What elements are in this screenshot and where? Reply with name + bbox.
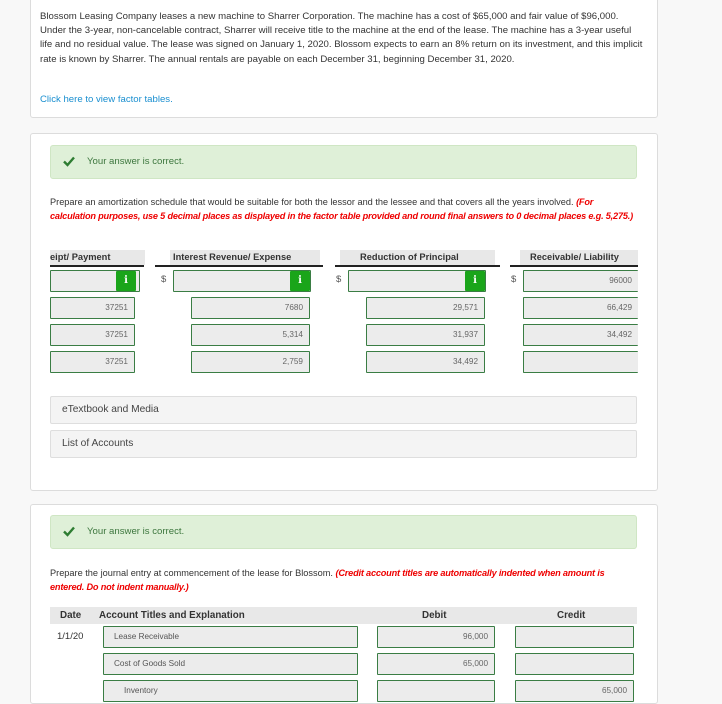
header-underline — [335, 265, 500, 267]
info-icon[interactable]: i — [290, 271, 310, 291]
debit-input-row1[interactable]: 96,000 — [377, 626, 495, 648]
principal-input-row1[interactable]: 29,571 — [366, 297, 485, 319]
principal-input-row3[interactable]: 34,492 — [366, 351, 485, 373]
column-header-account: Account Titles and Explanation — [99, 610, 245, 621]
column-header-payment: eipt/ Payment — [50, 252, 111, 262]
header-underline — [50, 265, 144, 267]
payment-input-row3[interactable]: 37251 — [50, 351, 135, 373]
instruction-text: Prepare the journal entry at commencement of the lease for Blossom. — [50, 568, 333, 578]
checkmark-icon — [63, 525, 75, 537]
factor-tables-link[interactable]: Click here to view factor tables. — [40, 94, 173, 105]
principal-input-row2[interactable]: 31,937 — [366, 324, 485, 346]
amortization-instructions — [50, 195, 640, 223]
credit-input-row2[interactable] — [515, 653, 634, 675]
payment-input-row2[interactable]: 37251 — [50, 324, 135, 346]
account-input-row2[interactable]: Cost of Goods Sold — [103, 653, 358, 675]
debit-input-row2[interactable]: 65,000 — [377, 653, 495, 675]
header-underline — [510, 265, 638, 267]
success-alert-part2 — [50, 515, 637, 549]
etextbook-media-button[interactable]: eTextbook and Media — [50, 396, 637, 424]
column-header-date: Date — [60, 610, 82, 621]
dollar-sign: $ — [161, 274, 167, 285]
problem-statement: Blossom Leasing Company leases a new machine to Sharrer Corporation. The machine has a cost of $65,000 and fair value of $96,000. Under the 3-year, non-cancelable contract, Sharrer will receive title to the machine at the end of the lease. The machine has a 3-year useful life and no residual value. The lease was signed on January 1, 2020. Blossom expects to earn an 8% return on its investment, and this implicit rate is known by Sharrer. The annual rentals are payable on each December 31, beginning December 31, 2020. — [40, 11, 643, 65]
info-icon[interactable]: i — [116, 271, 136, 291]
interest-input-row1[interactable]: 7680 — [191, 297, 310, 319]
checkmark-icon — [63, 155, 75, 167]
balance-input-row0[interactable]: 96000 — [523, 270, 638, 292]
dollar-sign: $ — [511, 274, 517, 285]
interest-input-row2[interactable]: 5,314 — [191, 324, 310, 346]
debit-input-row3[interactable] — [377, 680, 495, 702]
list-of-accounts-button[interactable]: List of Accounts — [50, 430, 637, 458]
payment-input-row1[interactable]: 37251 — [50, 297, 135, 319]
account-input-row3[interactable]: Inventory — [103, 680, 358, 702]
credit-input-row1[interactable] — [515, 626, 634, 648]
success-message: Your answer is correct. — [87, 156, 185, 167]
dollar-sign: $ — [336, 274, 342, 285]
column-header-balance: Receivable/ Liability — [530, 252, 619, 262]
column-header-interest: Interest Revenue/ Expense — [173, 252, 292, 262]
success-alert-part1 — [50, 145, 637, 179]
credit-input-row3[interactable]: 65,000 — [515, 680, 634, 702]
balance-input-row3[interactable] — [523, 351, 638, 373]
amortization-table[interactable] — [50, 248, 638, 378]
header-underline — [155, 265, 323, 267]
entry-date: 1/1/20 — [57, 631, 84, 642]
interest-input-row3[interactable]: 2,759 — [191, 351, 310, 373]
success-message: Your answer is correct. — [87, 526, 185, 537]
journal-instructions — [50, 566, 640, 594]
column-header-debit: Debit — [422, 610, 447, 621]
instruction-text: Prepare an amortization schedule that would be suitable for both the lessor and the lessee and that covers all the years involved. — [50, 197, 574, 207]
column-header-credit: Credit — [557, 610, 586, 621]
balance-input-row1[interactable]: 66,429 — [523, 297, 638, 319]
instruction-note: (Credit account titles are automatically indented when amount is entered. Do not indent manually.) — [50, 568, 605, 592]
instruction-note: (For calculation purposes, use 5 decimal places as displayed in the factor table provided and round final answers to 0 decimal places e.g. 5,275.) — [50, 197, 633, 221]
account-input-row1[interactable]: Lease Receivable — [103, 626, 358, 648]
info-icon[interactable]: i — [465, 271, 485, 291]
column-header-principal: Reduction of Principal — [360, 252, 459, 262]
balance-input-row2[interactable]: 34,492 — [523, 324, 638, 346]
